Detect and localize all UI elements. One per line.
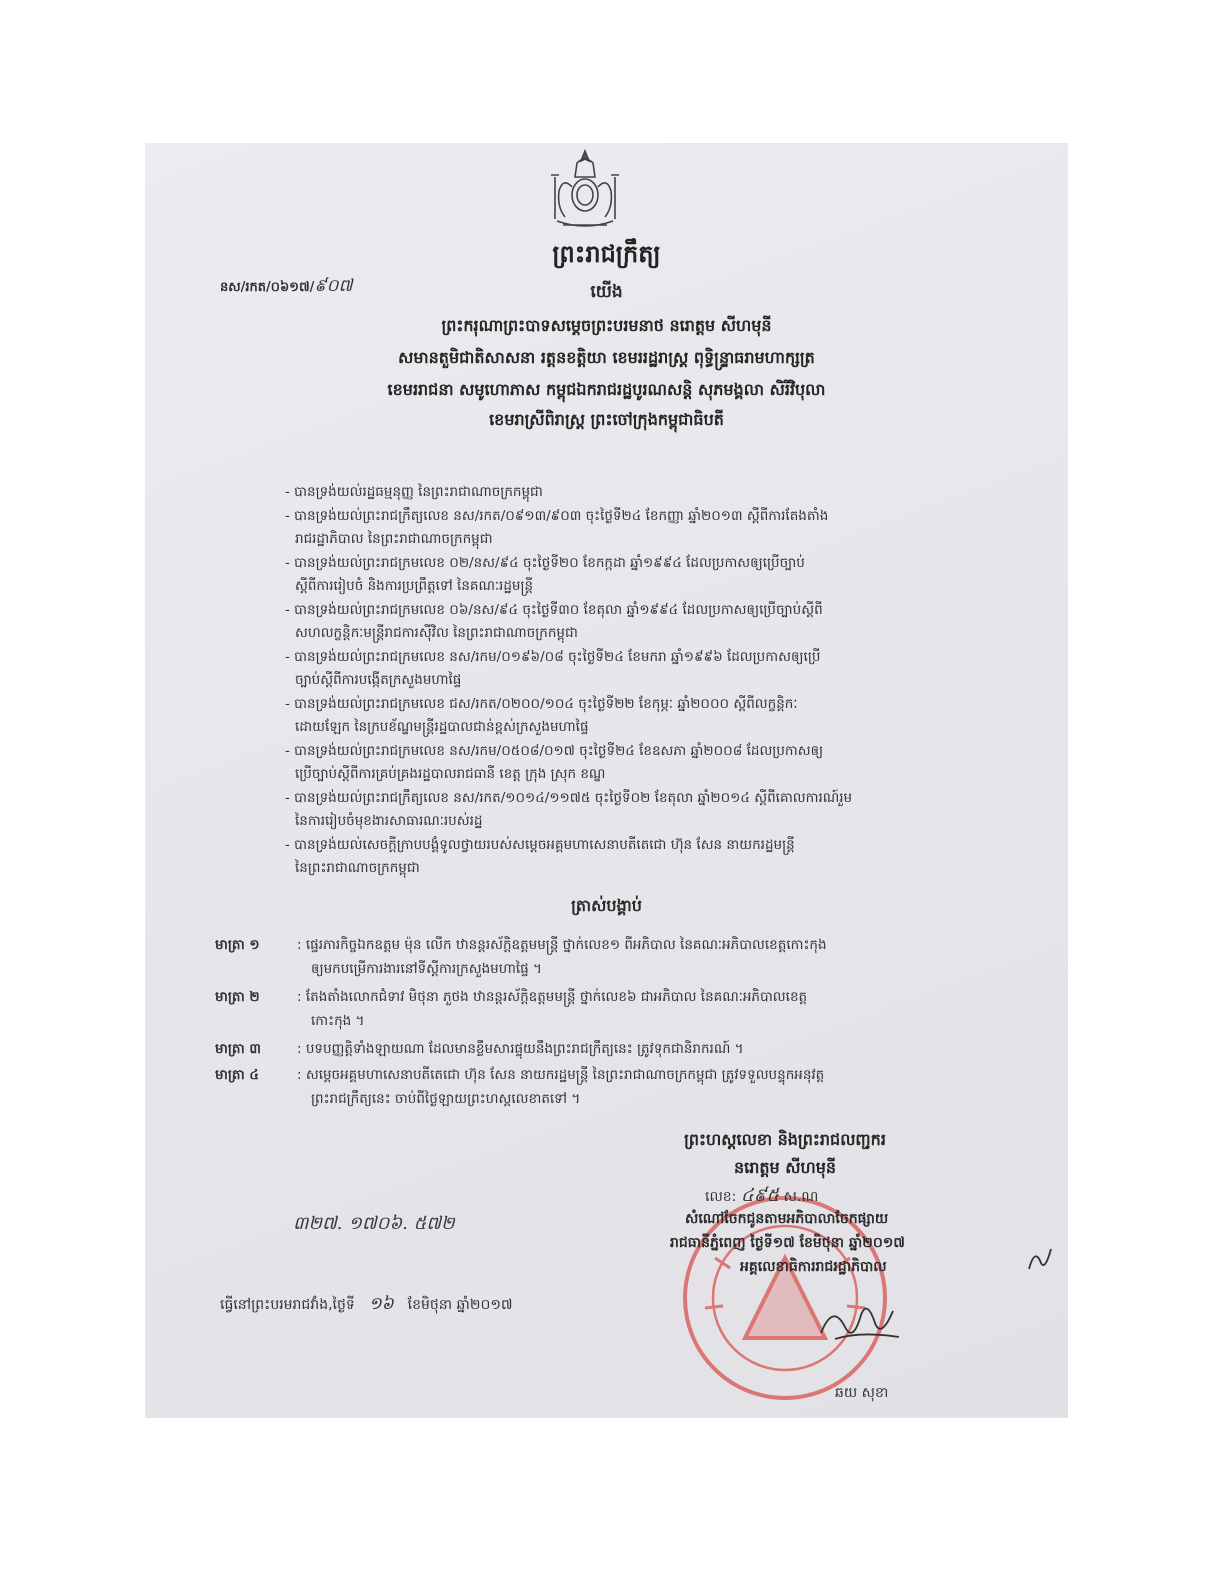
article-text-line: : ផ្ទេរភារកិច្ចឯកឧត្តម ម៉ុន លើក ឋានន្តរស័ក្តិឧត្តមមន្ត្រី ថ្នាក់លេខ១ ពីអភិបាល នៃគណៈអភិបាលខេត្តកោះកុង: [297, 937, 827, 953]
handwritten-signature: [815, 1293, 905, 1353]
king-title-line-4: ខេមរាស្រីពិរាស្ត្រ ព្រះចៅក្រុងកម្ពុជាធិបតី: [489, 410, 724, 429]
decree-number-handwritten: ៩០៧: [314, 276, 353, 296]
preamble-line: - បានទ្រង់យល់ព្រះរាជក្រឹត្យលេខ នស/រកត/០៩១៣/៩០៣ ចុះថ្ងៃទី២៤ ខែកញ្ញា ឆ្នាំ២០១៣ ស្តីពីការតែងតាំង: [285, 507, 829, 524]
reference-handwritten-number: ៤៩៥: [740, 1185, 780, 1206]
certification-line-1: សំណៅចែកជូនតាមអភិបាលាចែកផ្សាយ: [685, 1211, 889, 1227]
royal-coat-of-arms-emblem: [543, 147, 627, 233]
article-label: មាត្រា ៣: [215, 1041, 261, 1057]
preamble-line: ដោយឡែក នៃក្របខ័ណ្ឌមន្ត្រីរដ្ឋបាលជាន់ខ្ពស់ក្រសួងមហាផ្ទៃ: [295, 719, 589, 735]
article-label: មាត្រា ៤: [215, 1067, 259, 1083]
article-2: [215, 985, 1045, 1033]
preamble-line: - បានទ្រង់យល់ព្រះរាជក្រមលេខ ០៦/នស/៩៤ ចុះថ្ងៃទី៣០ ខែតុលា ឆ្នាំ១៩៩៤ ដែលប្រកាសឲ្យប្រើច្បាប់ស្តីពី: [285, 601, 823, 618]
article-3: [215, 1037, 1045, 1061]
royal-signature-line-1: ព្រះហស្តលេខា និងព្រះរាជលញ្ជករ: [684, 1130, 886, 1149]
certification-line-2: រាជធានីភ្នំពេញ ថ្ងៃទី១៧ ខែមិថុនា ឆ្នាំ២០១៧: [670, 1235, 905, 1251]
document-page: [145, 143, 1068, 1418]
signer-name: ឆយ សុខា: [835, 1385, 889, 1401]
article-text-line: កោះកុង ។: [311, 1013, 365, 1029]
king-title-line-1: ព្រះករុណាព្រះបាទសម្តេចព្រះបរមនាថ នរោត្តម សីហមុនី: [441, 316, 772, 335]
we-heading: យើង: [590, 282, 623, 302]
preamble-list: [285, 481, 1025, 881]
reference-prefix: លេខ:: [705, 1189, 737, 1205]
article-4: [215, 1063, 1045, 1111]
article-text-line: : បទបញ្ញត្តិទាំងឡាយណា ដែលមានខ្លឹមសារផ្ទុយនឹងព្រះរាជក្រឹត្យនេះ ត្រូវទុកជានិរាករណ៍ ។: [297, 1041, 744, 1057]
article-label: មាត្រា ២: [215, 989, 260, 1005]
article-1: [215, 933, 1045, 981]
preamble-line: - បានទ្រង់យល់ព្រះរាជក្រមលេខ នស/រកម/០១៩៦/០៨ ចុះថ្ងៃទី២៤ ខែមករា ឆ្នាំ១៩៩៦ ដែលប្រកាសឲ្យប្រើ: [285, 648, 821, 665]
preamble-line: នៃការរៀបចំមុខងារសាធារណៈរបស់រដ្ឋ: [295, 813, 483, 829]
decree-number-prefix: នស/រកត/០៦១៧/: [220, 280, 315, 295]
certification-line-3: អគ្គលេខាធិការរាជរដ្ឋាភិបាល: [740, 1259, 887, 1275]
handwritten-note: ៣២៧. ១៧០៦. ៥៧២: [293, 1213, 455, 1234]
place-date-suffix: ខែមិថុនា ឆ្នាំ២០១៧: [407, 1297, 513, 1313]
place-date-day: ១៦: [368, 1294, 394, 1314]
preamble-line: - បានទ្រង់យល់រដ្ឋធម្មនុញ្ញ នៃព្រះរាជាណាចក្រកម្ពុជា: [285, 484, 543, 500]
article-text-line: ឲ្យមកបម្រើការងារនៅទីស្តីការក្រសួងមហាផ្ទៃ ។: [311, 961, 542, 977]
reference-suffix: ស.ណ: [783, 1189, 819, 1205]
place-date-prefix: ធ្វើនៅព្រះបរមរាជវាំង,ថ្ងៃទី: [220, 1297, 355, 1313]
article-text-line: : សម្តេចអគ្គមហាសេនាបតីតេជោ ហ៊ុន សែន នាយករដ្ឋមន្ត្រី នៃព្រះរាជាណាចក្រកម្ពុជា ត្រូវទទួលបន្ទុកអនុវត្ត: [297, 1067, 825, 1083]
article-text-line: : តែងតាំងលោកជំទាវ មិថុនា ភួថង ឋានន្តរស័ក្តិឧត្តមមន្ត្រី ថ្នាក់លេខ៦ ជាអភិបាល នៃគណៈអភិបាលខេត្ត: [297, 989, 808, 1005]
place-and-date: [220, 1293, 512, 1318]
preamble-line: ប្រើច្បាប់ស្តីពីការគ្រប់គ្រងរដ្ឋបាលរាជធានី ខេត្ត ក្រុង ស្រុក ខណ្ឌ: [295, 766, 606, 782]
preamble-line: នៃព្រះរាជាណាចក្រកម្ពុជា: [295, 860, 420, 876]
preamble-line: ច្បាប់ស្តីពីការបង្កើតក្រសួងមហាផ្ទៃ: [295, 672, 462, 688]
preamble-line: សហលក្ខន្តិកៈមន្ត្រីរាជការស៊ីវិល នៃព្រះរាជាណាចក្រកម្ពុជា: [295, 625, 578, 641]
article-label: មាត្រា ១: [215, 937, 260, 953]
royal-signature-line-2: នរោត្តម សីហមុនី: [733, 1158, 837, 1177]
preamble-line: រាជរដ្ឋាភិបាល នៃព្រះរាជាណាចក្រកម្ពុជា: [295, 531, 493, 547]
king-title-line-3: ខេមររាជនា សមូហោភាស កម្ពុជឯករាជរដ្ឋបូរណសន្តិ សុភមង្គលា សិរីវិបុលា: [387, 380, 826, 399]
reference-number: [705, 1183, 818, 1210]
preamble-line: - បានទ្រង់យល់ព្រះរាជក្រមលេខ នស/រកម/០៥០៨/០១៧ ចុះថ្ងៃទី២៤ ខែឧសភា ឆ្នាំ២០០៨ ដែលប្រកាសឲ្យ: [285, 742, 824, 759]
preamble-line: ស្តីពីការរៀបចំ និងការប្រព្រឹត្តទៅ នៃគណៈរដ្ឋមន្ត្រី: [295, 578, 534, 594]
preamble-line: - បានទ្រង់យល់ព្រះរាជក្រឹត្យលេខ នស/រកត/១០១៤/១១៧៥ ចុះថ្ងៃទី០២ ខែតុលា ឆ្នាំ២០១៤ ស្តីពីគោលការណ៍រួម: [285, 789, 853, 806]
orders-heading: ត្រាស់បង្គាប់: [571, 896, 642, 915]
initial-signature-mark: [1025, 1243, 1055, 1273]
article-text-line: ព្រះរាជក្រឹត្យនេះ ចាប់ពីថ្ងៃឡាយព្រះហស្តលេខាតទៅ ។: [311, 1091, 581, 1107]
king-title-line-2: សមានតួមិជាតិសាសនា រត្តនខត្តិយា ខេមររដ្ឋរាស្ត្រ ពុទ្ធិន្ទ្រាធរាមហាក្សត្រ: [398, 348, 815, 367]
preamble-line: - បានទ្រង់យល់ព្រះរាជក្រមលេខ ជស/រកត/០២០០/១០៤ ចុះថ្ងៃទី២២ ខែកុម្ភៈ ឆ្នាំ២០០០ ស្តីពីលក្ខន្តិកៈ: [285, 695, 798, 712]
decree-title: ព្រះរាជក្រឹត្យ: [552, 240, 661, 268]
preamble-line: - បានទ្រង់យល់សេចក្តីក្រាបបង្គំទូលថ្វាយរបស់សម្តេចអគ្គមហាសេនាបតីតេជោ ហ៊ុន សែន នាយករដ្ឋមន្ត្រី: [285, 836, 795, 853]
preamble-line: - បានទ្រង់យល់ព្រះរាជក្រមលេខ ០២/នស/៩៤ ចុះថ្ងៃទី២០ ខែកក្កដា ឆ្នាំ១៩៩៤ ដែលប្រកាសឲ្យប្រើច្បាប់: [285, 554, 805, 571]
